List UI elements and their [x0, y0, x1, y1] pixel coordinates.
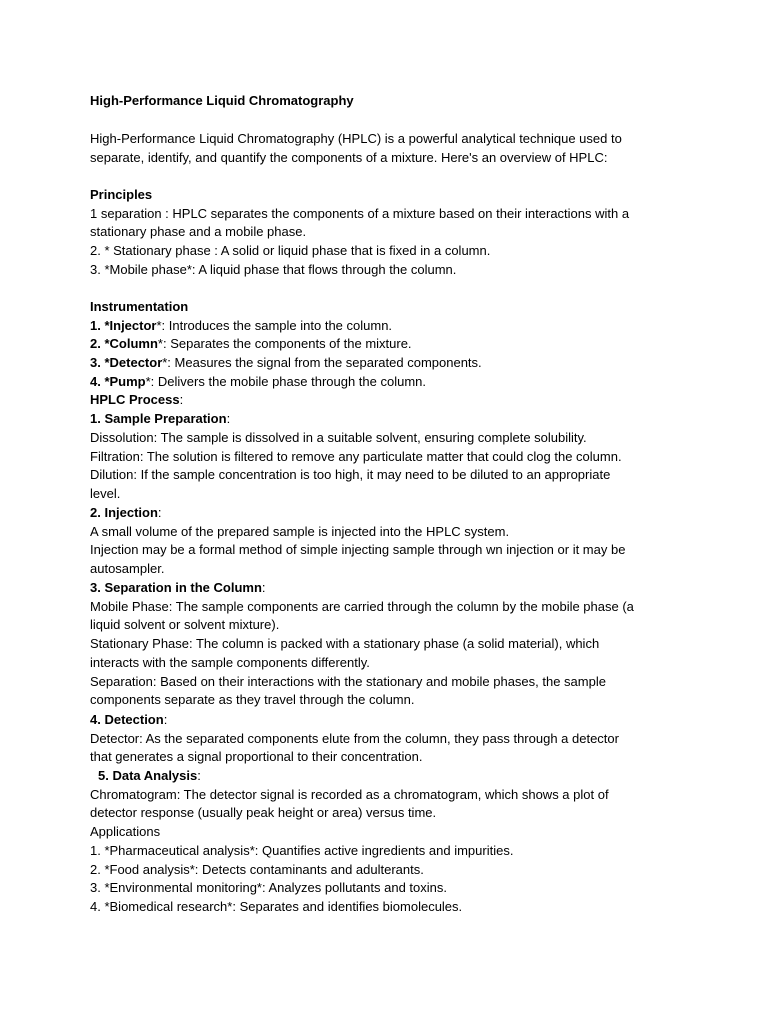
step-line: Separation: Based on their interactions with the stationary and mobile phases, the sample: [90, 674, 606, 689]
step-line: Detector: As the separated components elute from the column, they pass through a detector: [90, 731, 619, 746]
step-line: Chromatogram: The detector signal is recorded as a chromatogram, which shows a plot of: [90, 787, 609, 802]
instrumentation-item: 3. *Detector*: Measures the signal from the separated components.: [90, 355, 482, 370]
step-line: liquid solvent or solvent mixture).: [90, 617, 280, 632]
intro-line: separate, identify, and quantify the components of a mixture. Here's an overview of HPLC:: [90, 150, 608, 165]
step-line: A small volume of the prepared sample is injected into the HPLC system.: [90, 524, 510, 539]
step-line: detector response (usually peak height or area) versus time.: [90, 805, 437, 820]
step-heading: 1. Sample Preparation:: [90, 411, 231, 426]
principles-heading: Principles: [90, 187, 153, 202]
step-line: Filtration: The solution is filtered to remove any particulate matter that could clog the column.: [90, 449, 622, 464]
step-heading: 5. Data Analysis:: [98, 768, 201, 783]
applications-line: 3. *Environmental monitoring*: Analyzes pollutants and toxins.: [90, 880, 447, 895]
applications-line: 4. *Biomedical research*: Separates and identifies biomolecules.: [90, 899, 463, 914]
step-line: autosampler.: [90, 561, 165, 576]
step-line: that generates a signal proportional to their concentration.: [90, 749, 423, 764]
applications-line: 2. *Food analysis*: Detects contaminants and adulterants.: [90, 862, 424, 877]
step-line: Dissolution: The sample is dissolved in a suitable solvent, ensuring complete solubility.: [90, 430, 587, 445]
step-line: Dilution: If the sample concentration is too high, it may need to be diluted to an appropriate: [90, 467, 611, 482]
step-line: level.: [90, 486, 121, 501]
document-title: High-Performance Liquid Chromatography: [90, 93, 354, 108]
principles-line: 3. *Mobile phase*: A liquid phase that flows through the column.: [90, 262, 457, 277]
step-line: Injection may be a formal method of simple injecting sample through wn injection or it may be: [90, 542, 626, 557]
step-line: interacts with the sample components differently.: [90, 655, 370, 670]
step-line: Stationary Phase: The column is packed with a stationary phase (a solid material), which: [90, 636, 600, 651]
instrumentation-item: 1. *Injector*: Introduces the sample into the column.: [90, 318, 393, 333]
instrumentation-heading: Instrumentation: [90, 299, 189, 314]
step-line: Mobile Phase: The sample components are carried through the column by the mobile phase (a: [90, 599, 634, 614]
principles-line: 1 separation : HPLC separates the components of a mixture based on their interactions with a: [90, 206, 630, 221]
instrumentation-item: 4. *Pump*: Delivers the mobile phase through the column.: [90, 374, 427, 389]
step-line: components separate as they travel through the column.: [90, 692, 415, 707]
step-heading: 3. Separation in the Column:: [90, 580, 266, 595]
process-heading: HPLC Process:: [90, 392, 184, 407]
step-heading: 2. Injection:: [90, 505, 162, 520]
principles-line: stationary phase and a mobile phase.: [90, 224, 307, 239]
applications-heading: Applications: [90, 824, 161, 839]
intro-line: High-Performance Liquid Chromatography (HPLC) is a powerful analytical technique used to: [90, 131, 622, 146]
instrumentation-item: 2. *Column*: Separates the components of the mixture.: [90, 336, 412, 351]
applications-line: 1. *Pharmaceutical analysis*: Quantifies active ingredients and impurities.: [90, 843, 514, 858]
principles-line: 2. * Stationary phase : A solid or liquid phase that is fixed in a column.: [90, 243, 491, 258]
step-heading: 4. Detection:: [90, 712, 168, 727]
